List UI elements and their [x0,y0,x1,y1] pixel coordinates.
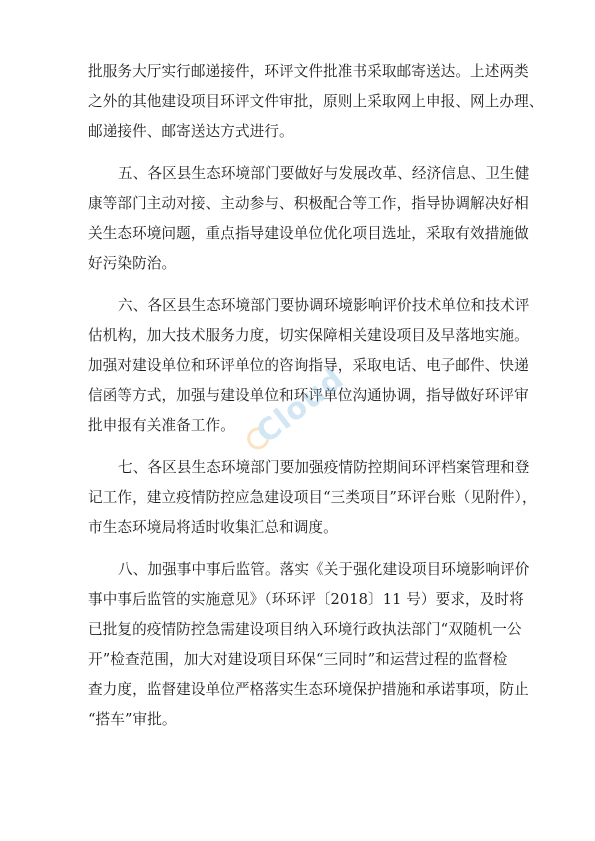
text-line: 开”检查范围，加大对建设项目环保“三同时”和运营过程的监督检 [88,651,508,668]
text-line: 康等部门主动对接、主动参与、积极配合等工作，指导协调解决好相 [88,195,529,212]
text-line: 已批复的疫情防控急需建设项目纳入环境行政执法部门“双随机一公 [88,621,522,638]
text-line: 市生态环境局将适时收集汇总和调度。 [88,519,338,536]
text-line: 批服务大厅实行邮递接件，环评文件批准书采取邮寄送达。上述两类 [88,63,529,80]
text-line: 批申报有关准备工作。 [88,417,235,434]
text-line: 八、加强事中事后监管。落实《关于强化建设项目环境影响评价 [118,561,530,578]
text-line: 好污染防治。 [88,255,177,272]
text-line: 查力度，监督建设单位严格落实生态环境保护措施和承诺事项，防止 [88,681,529,698]
text-line: 邮递接件、邮寄送达方式进行。 [88,123,294,140]
text-line: 信函等方式，加强与建设单位和环评单位沟通协调，指导做好环评审 [88,387,529,404]
text-line: 加强对建设单位和环评单位的咨询指导，采取电话、电子邮件、快递 [88,357,529,374]
text-line: 七、各区县生态环境部门要加强疫情防控期间环评档案管理和登 [118,459,530,476]
text-line: 记工作，建立疫情防控应急建设项目“三类项目”环评台账（见附件）， [88,489,537,506]
text-line: 五、各区县生态环境部门要做好与发展改革、经济信息、卫生健 [118,165,530,182]
watermark-text: Cloud [249,361,351,451]
text-line: 六、各区县生态环境部门要协调环境影响评价技术单位和技术评 [118,297,530,314]
text-line: 估机构，加大技术服务力度，切实保障相关建设项目及早落地实施。 [88,327,529,344]
text-line: 之外的其他建设项目环评文件审批，原则上采取网上申报、网上办理、 [88,93,544,110]
text-line: 事中事后监管的实施意见》（环环评〔2018〕11 号）要求，及时将 [88,591,524,608]
watermark-icon [243,423,274,454]
text-line: “搭车”审批。 [88,711,177,728]
text-line: 关生态环境问题，重点指导建设单位优化项目选址，采取有效措施做 [88,225,529,242]
